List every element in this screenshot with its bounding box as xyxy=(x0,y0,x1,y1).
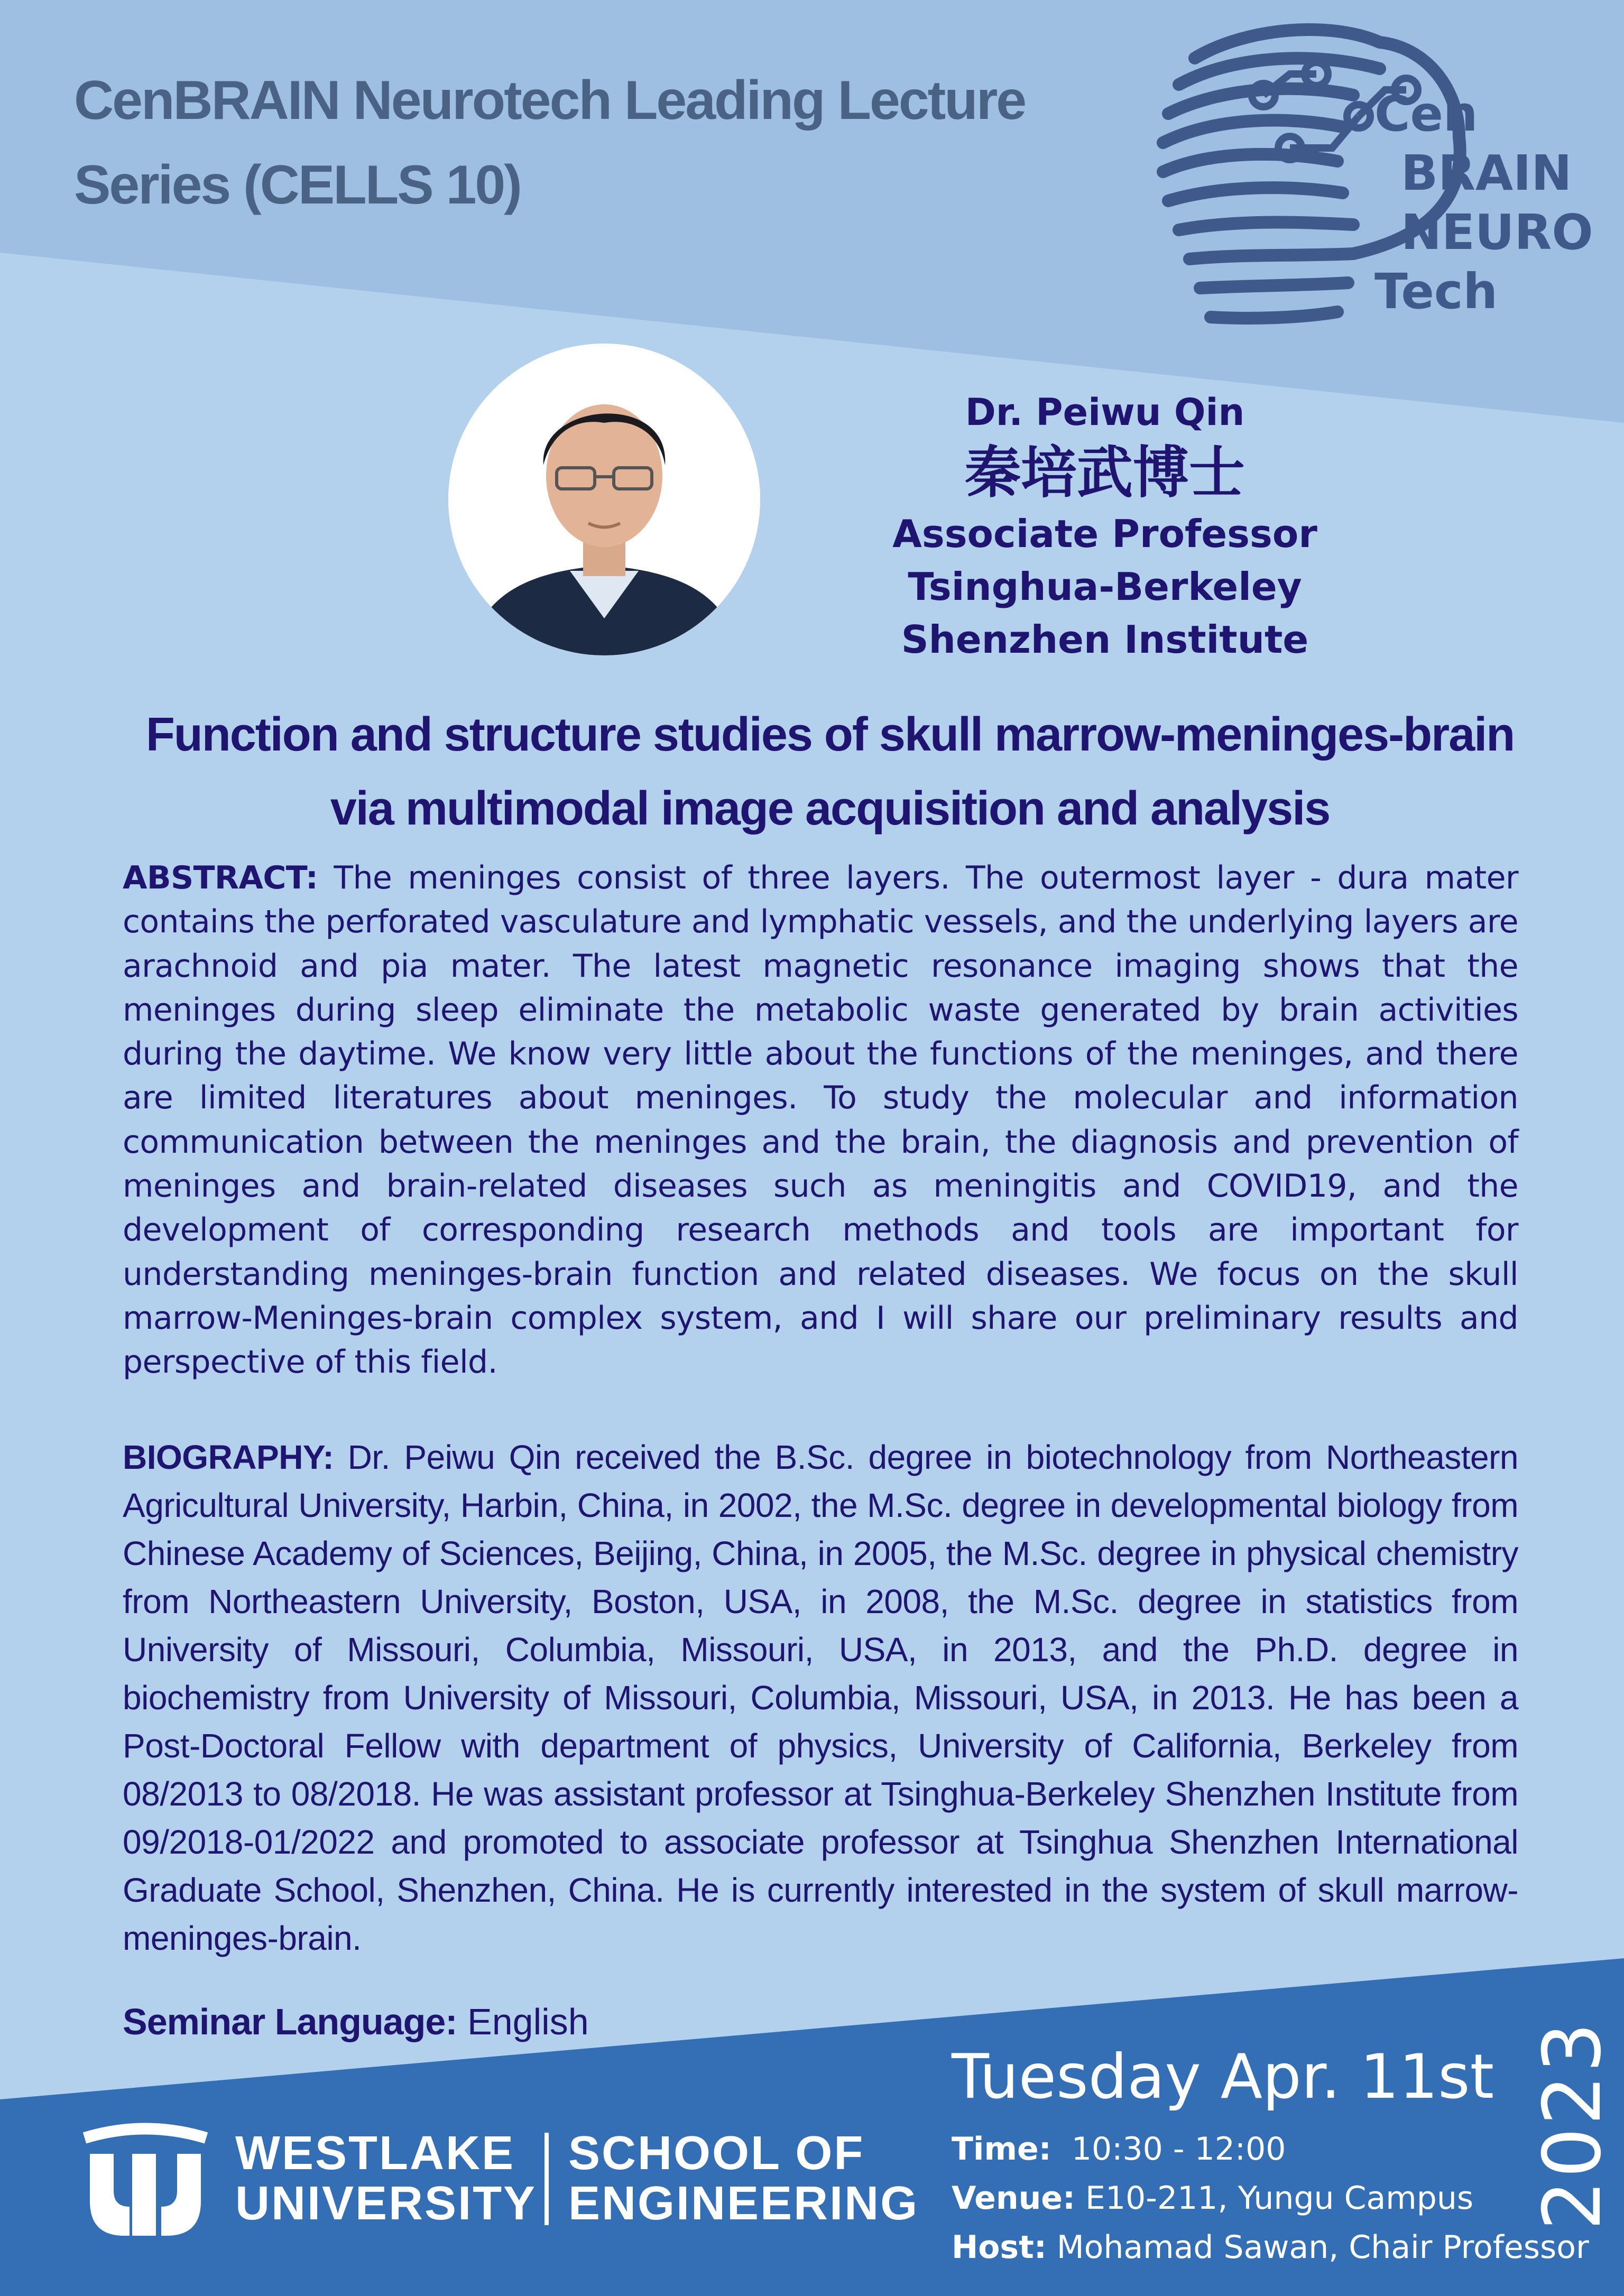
time-value: 10:30 - 12:00 xyxy=(1071,2131,1286,2168)
event-time xyxy=(952,2125,1589,2174)
host-value: Mohamad Sawan, Chair Professor xyxy=(1056,2229,1589,2266)
seminar-language xyxy=(123,1998,589,2045)
seminar-language-label: Seminar Language: xyxy=(123,2001,457,2042)
westlake-line2: UNIVERSITY xyxy=(235,2177,537,2230)
time-label: Time: xyxy=(952,2131,1051,2168)
school-line1: SCHOOL OF xyxy=(568,2127,865,2180)
speaker-portrait xyxy=(448,344,760,655)
school-line2: ENGINEERING xyxy=(568,2177,919,2230)
series-title-line2: Series (CELLS 10) xyxy=(74,154,521,216)
westlake-logo xyxy=(74,2122,920,2254)
speaker-title: Associate Professor xyxy=(892,512,1317,556)
school-of-engineering-name xyxy=(568,2128,919,2229)
event-details xyxy=(952,2125,1589,2272)
talk-title-line2: via multimodal image acquisition and analysis xyxy=(330,782,1330,835)
logo-line-cen: Cen xyxy=(1374,86,1478,142)
logo-wordmark xyxy=(1374,85,1607,321)
speaker-affiliation-line2: Shenzhen Institute xyxy=(901,617,1309,662)
seminar-language-value: English xyxy=(467,2001,589,2042)
talk-title-line1: Function and structure studies of skull marrow-meninges-brain xyxy=(145,708,1515,761)
biography xyxy=(123,1433,1518,1962)
host-label: Host: xyxy=(952,2229,1047,2266)
abstract xyxy=(123,856,1518,1385)
biography-text: Dr. Peiwu Qin received the B.Sc. degree in biotechnology from Northeastern Agricultural University, Harbin, China, in 2002, the M.Sc. degree in developmental biology from Chinese Academy of Sciences, Beijing, China, in 2005, the M.Sc. degree in physical chemistry from Northeastern University, Boston, USA, in 2008, the M.Sc. degree in statistics from University of Missouri, Columbia, Missouri, USA, in 2013, and the Ph.D. degree in biochemistry from University of Missouri, Columbia, Missouri, USA, in 2013. He has been a Post-Doctoral Fellow with department of physics, University of California, Berkeley from 08/2013 to 08/2018. He was assistant professor at Tsinghua-Berkeley Shenzhen Institute from 09/2018-01/2022 and promoted to associate professor at Tsinghua Shenzhen International Graduate School, Shenzhen, China. He is currently interested in the system of skull marrow-meninges-brain. xyxy=(123,1438,1519,1957)
series-title xyxy=(74,58,1078,227)
speaker-name: Dr. Peiwu Qin xyxy=(965,391,1245,434)
logo-line-tech: Tech xyxy=(1374,263,1498,320)
logo-line-neuro: NEURO xyxy=(1401,204,1593,261)
logo-line-brain: BRAIN xyxy=(1401,145,1572,201)
venue-label: Venue: xyxy=(952,2180,1075,2217)
speaker-portrait-illustration xyxy=(448,344,760,655)
event-date: Tuesday Apr. 11st xyxy=(952,2041,1494,2113)
speaker-affiliation-line1: Tsinghua-Berkeley xyxy=(908,564,1302,609)
speaker-info xyxy=(825,386,1385,666)
talk-title xyxy=(95,698,1565,846)
event-venue xyxy=(952,2174,1589,2223)
venue-value: E10-211, Yungu Campus xyxy=(1085,2180,1474,2217)
westlake-line1: WESTLAKE xyxy=(235,2127,515,2180)
series-title-line1: CenBRAIN Neurotech Leading Lecture xyxy=(74,70,1026,131)
westlake-university-name xyxy=(235,2128,537,2229)
abstract-text: The meninges consist of three layers. The outermost layer - dura mater contains the perforated vasculature and lymphatic vessels, and the underlying layers are arachnoid and pia mater. The latest magnetic resonance imaging shows that the meninges during sleep eliminate the metabolic waste generated by brain activities during the daytime. We know very little about the functions of the meninges, and there are limited literatures about meninges. To study the molecular and information communication between the meninges and the brain, the diagnosis and prevention of meninges and brain-related diseases such as meningitis and COVID19, and the development of corresponding research methods and tools are important for understanding meninges-brain function and related diseases. We focus on the skull marrow-Meninges-brain complex system, and I will share our preliminary results and perspective of this field. xyxy=(123,859,1518,1381)
event-host xyxy=(952,2223,1589,2272)
speaker-name-chinese: 秦培武博士 xyxy=(965,440,1245,505)
westlake-emblem-icon xyxy=(74,2122,217,2244)
event-year: 2023 xyxy=(1527,2020,1619,2230)
biography-label: BIOGRAPHY: xyxy=(123,1438,334,1476)
abstract-label: ABSTRACT: xyxy=(123,859,318,896)
logo-divider xyxy=(545,2133,549,2225)
